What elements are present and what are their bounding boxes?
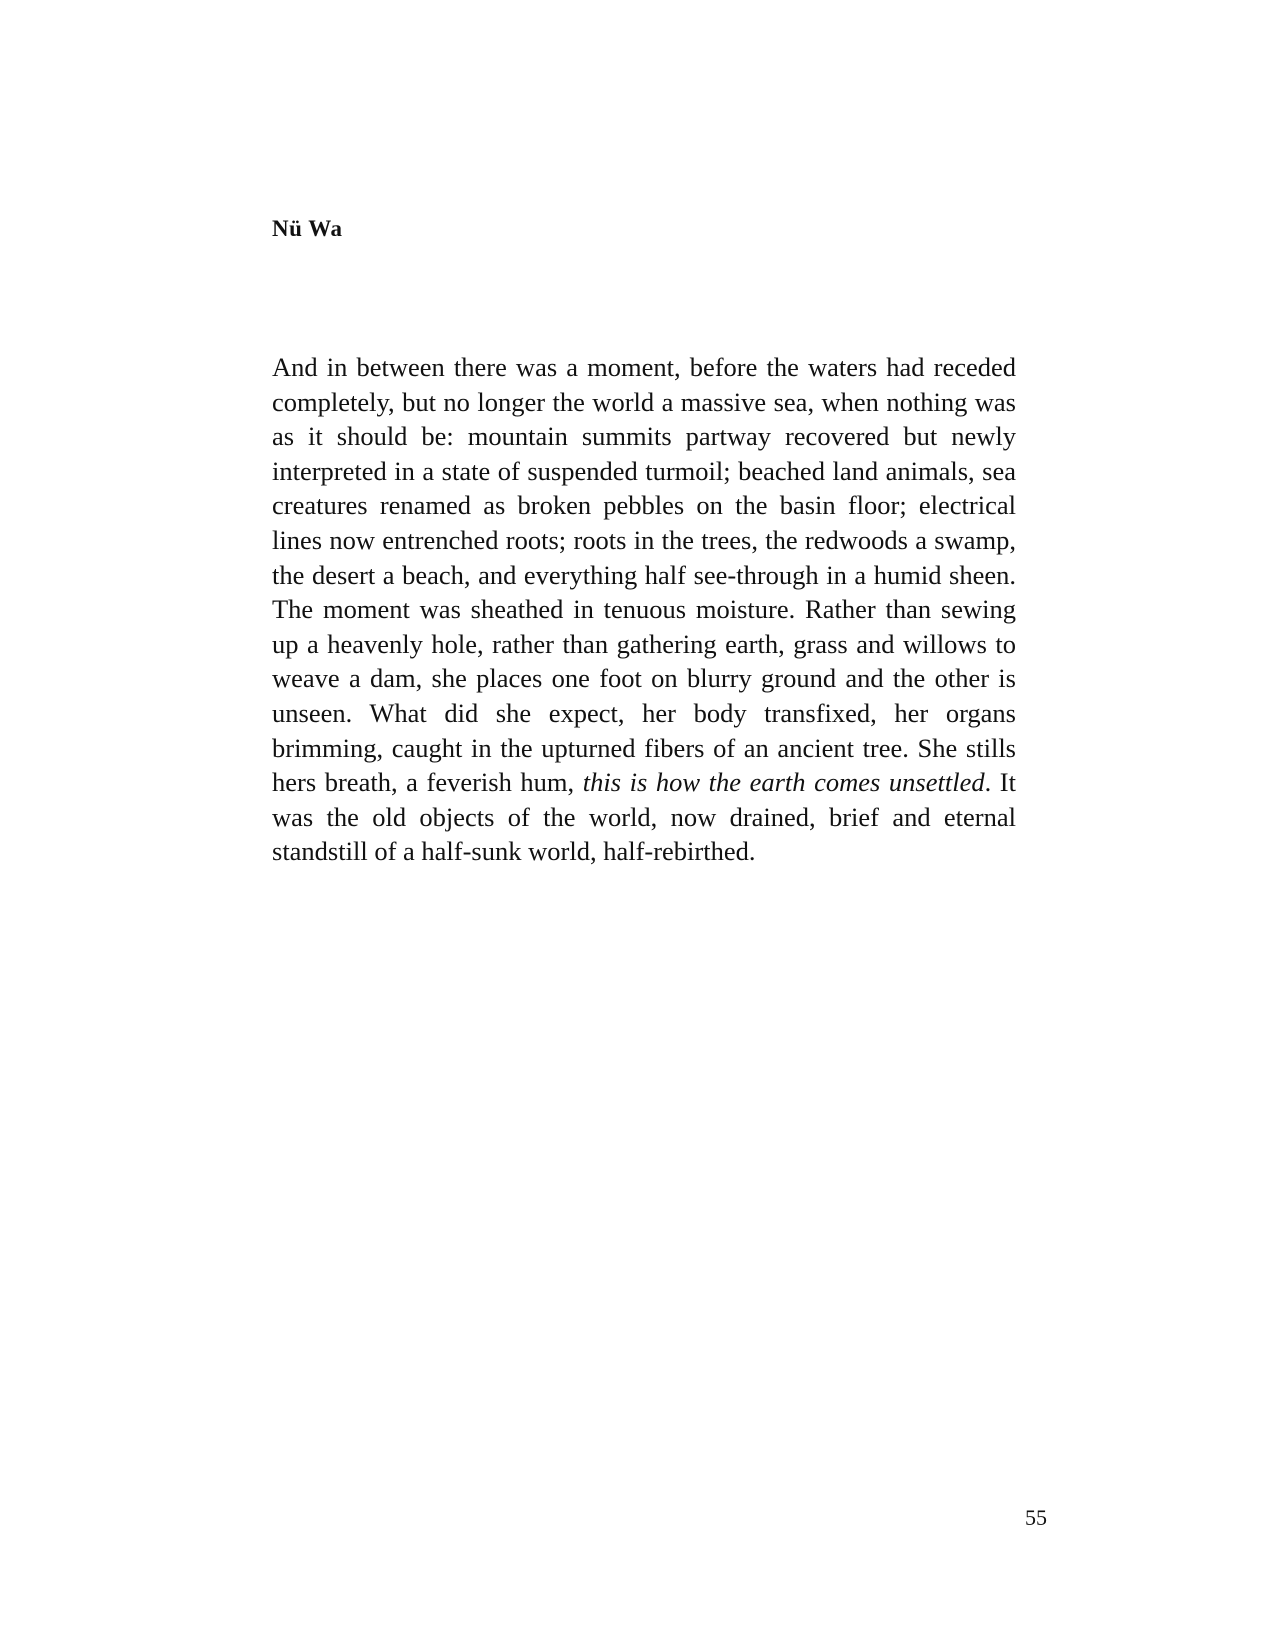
body-paragraph: [272, 350, 1016, 869]
paragraph-italic-phrase: this is how the earth comes unsettled: [582, 767, 985, 798]
page-title: Nü Wa: [272, 216, 343, 241]
paragraph-text-after-italic: . It was the old objects of the world, now drained, brief and eternal standstill of a half-sunk world, half-rebirthed.: [272, 767, 1016, 867]
paragraph-text-before-italic: And in between there was a moment, before the waters had receded completely, but no longer the world a massive sea, when nothing was as it should be: mountain summits partway recovered but newly interpreted in a state of suspended turmoil; beached land animals, sea creatures renamed as broken pebbles on the basin floor; electrical lines now entrenched roots; roots in the trees, the redwoods a swamp, the desert a beach, and everything half see-through in a humid sheen. The moment was sheathed in tenuous moisture. Rather than sewing up a heavenly hole, rather than gathering earth, grass and willows to weave a dam, she places one foot on blurry ground and the other is unseen. What did she expect, her body transfixed, her organs brimming, caught in the upturned fibers of an ancient tree. She stills hers breath, a feverish hum,: [272, 352, 1016, 798]
page-number: 55: [1025, 1505, 1047, 1530]
